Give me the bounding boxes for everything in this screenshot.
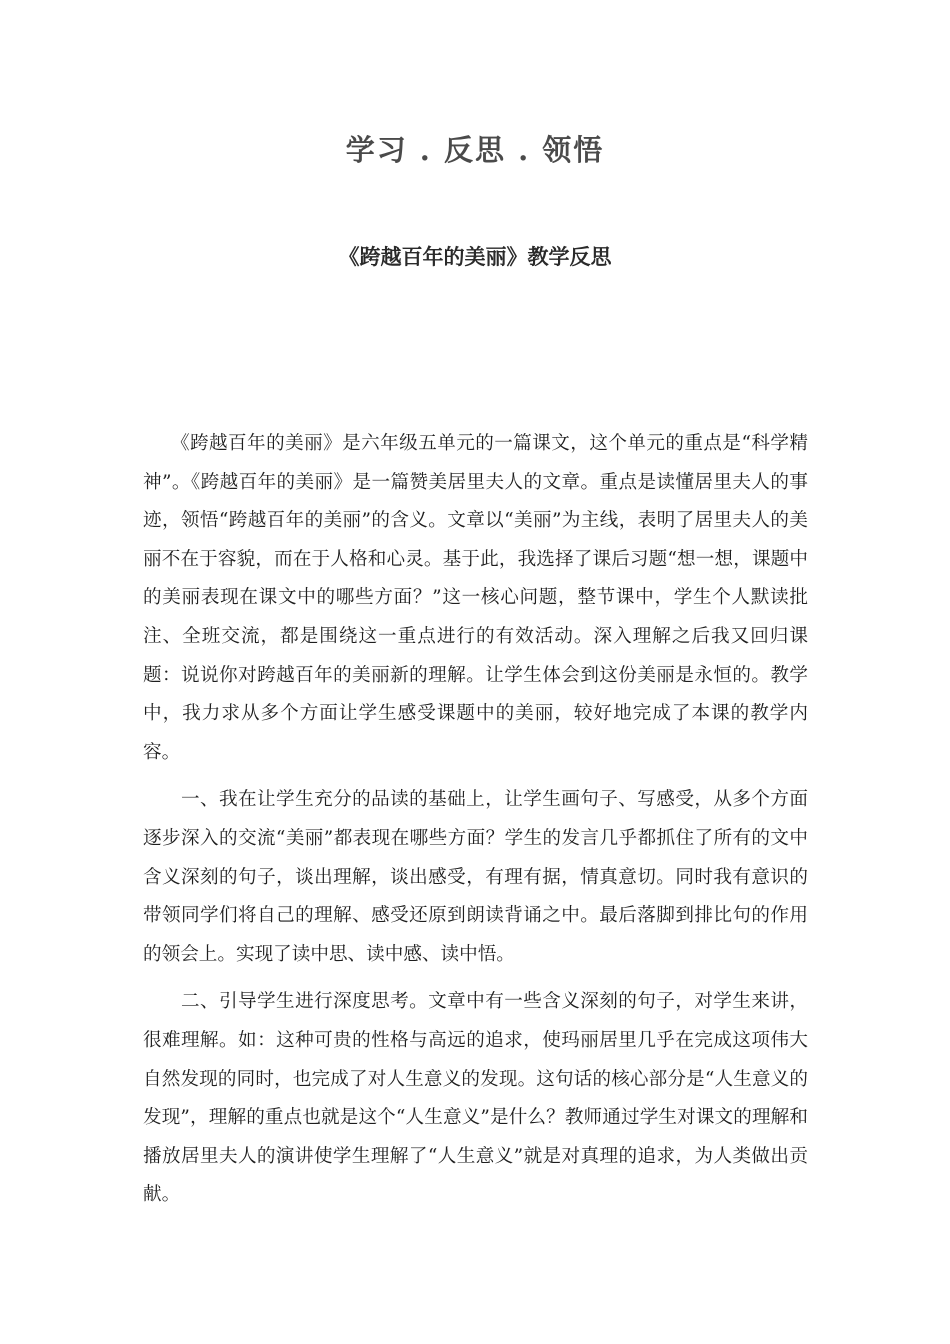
body-paragraph-3: 二、引导学生进行深度思考。文章中有一些含义深刻的句子，对学生来讲，很难理解。如：这种可贵的性格与高远的追求，使玛丽居里几乎在完成这项伟大自然发现的同时，也完成了对人生意义的发现。这句话的核心部分是“人生意义的发现”，理解的重点也就是这个“人生意义”是什么？教师通过学生对课文的理解和播放居里夫人的演讲使学生理解了“人生意义”就是对真理的追求，为人类做出贡献。 bbox=[143, 991, 808, 1206]
header-title: 学习 . 反思 . 领悟 bbox=[345, 133, 605, 167]
document-body bbox=[143, 425, 808, 1215]
body-paragraph-2: 一、我在让学生充分的品读的基础上，让学生画句子、写感受，从多个方面逐步深入的交流“美丽”都表现在哪些方面？学生的发言几乎都抓住了所有的文中含义深刻的句子，谈出理解，谈出感受，有理有据，情真意切。同时我有意识的带领同学们将自己的理解、感受还原到朗读背诵之中。最后落脚到排比句的作用的领会上。实现了读中思、读中感、读中悟。 bbox=[143, 789, 808, 965]
document-title: 《跨越百年的美丽》教学反思 bbox=[338, 244, 612, 269]
body-paragraph-1: 《跨越百年的美丽》是六年级五单元的一篇课文，这个单元的重点是“科学精神”。《跨越百年的美丽》是一篇赞美居里夫人的文章。重点是读懂居里夫人的事迹，领悟“跨越百年的美丽”的含义。文章以“美丽”为主线，表明了居里夫人的美丽不在于容貌，而在于人格和心灵。基于此，我选择了课后习题“想一想，课题中的美丽表现在课文中的哪些方面？”这一核心问题，整节课中，学生个人默读批注、全班交流，都是围绕这一重点进行的有效活动。深入理解之后我又回归课题：说说你对跨越百年的美丽新的理解。让学生体会到这份美丽是永恒的。教学中，我力求从多个方面让学生感受课题中的美丽，较好地完成了本课的教学内容。 bbox=[143, 433, 808, 763]
